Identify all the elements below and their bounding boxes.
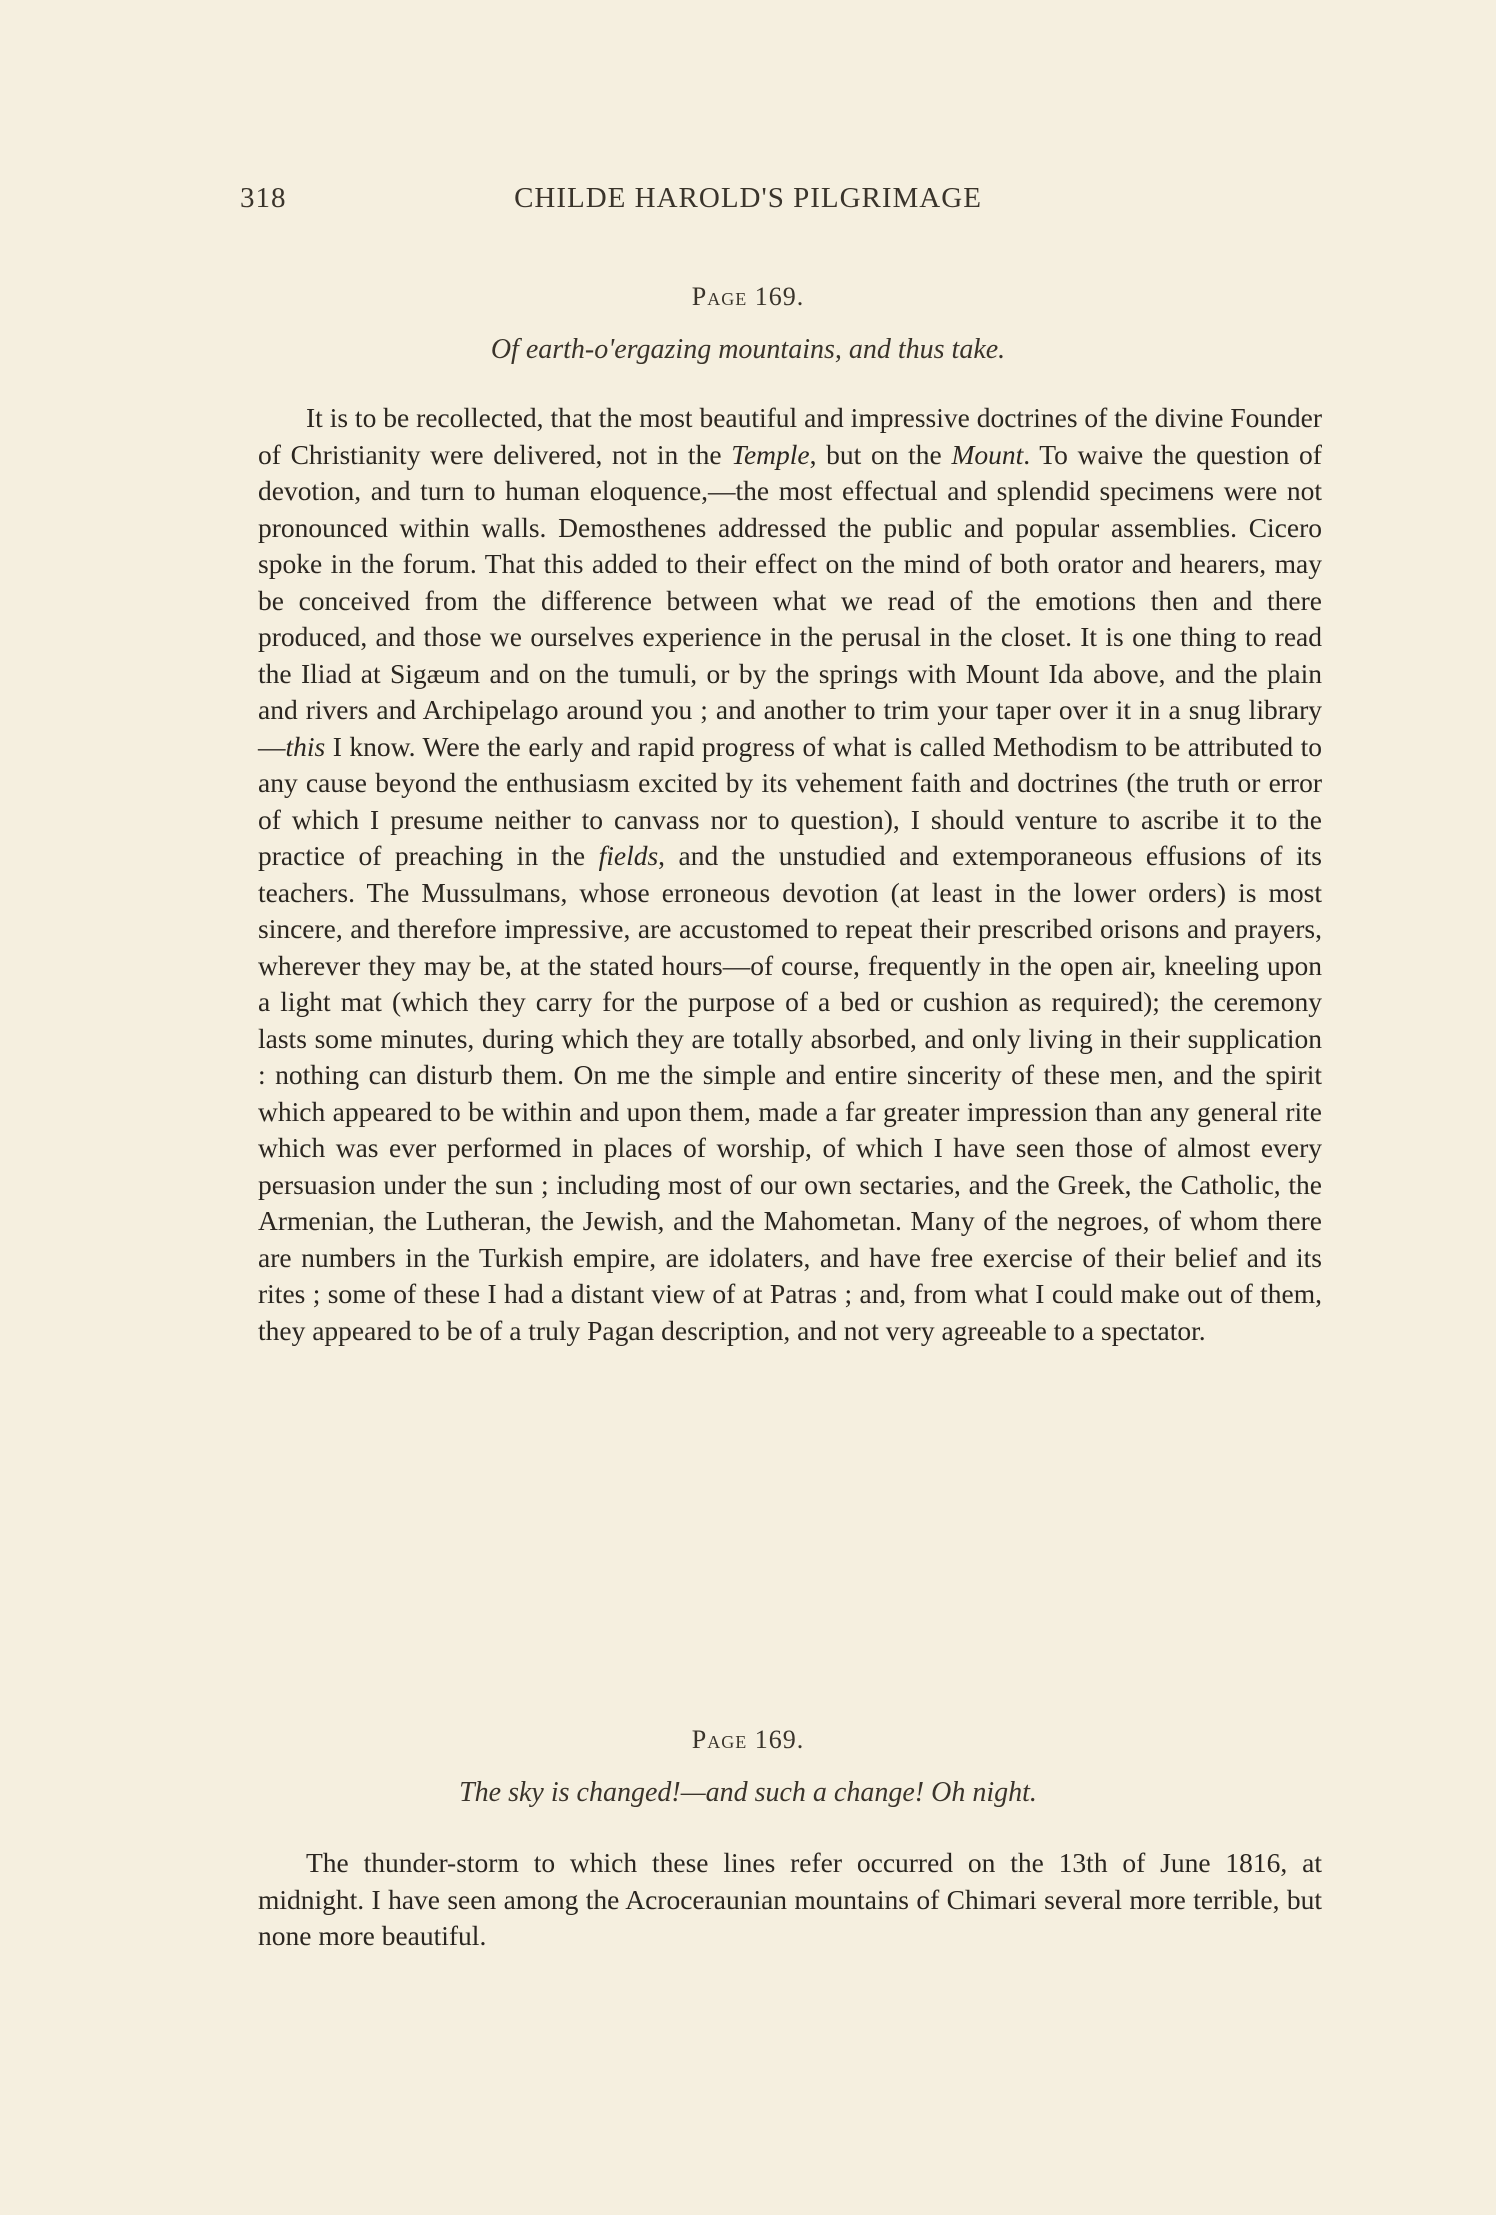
page-number: 318: [240, 182, 287, 214]
running-header: [0, 182, 1496, 222]
note-body: The thunder-storm to which these lines refer occurred on the 13th of June 1816, at midnight. I have seen among the Acroceraunian mountains of Chimari several more terrible, but none more beautiful.: [258, 1847, 1322, 1951]
note-quote: Of earth-o'ergazing mountains, and thus take.: [490, 334, 1006, 365]
note-heading: Page 169.: [691, 1725, 805, 1754]
running-title: CHILDE HAROLD'S PILGRIMAGE: [514, 182, 982, 214]
note-body: It is to be recollected, that the most beautiful and impressive doctrines of the divine Founder of Christianity were delivered, not in the Temple, but on the Mount. To waive the question of devotion, and turn to human eloquence,—the most effectual and splendid specimens were not pronounced within walls. Demosthenes addressed the public and popular assemblies. Cicero spoke in the forum. That this added to their effect on the mind of both orator and hearers, may be conceived from the difference between what we read of the emotions then and there produced, and those we ourselves experience in the perusal in the closet. It is one thing to read the Iliad at Sigæum and on the tumuli, or by the springs with Mount Ida above, and the plain and rivers and Archipelago around you ; and another to trim your taper over it in a snug library—this I know. Were the early and rapid progress of what is called Methodism to be attributed to any cause beyond the enthusiasm excited by its vehement faith and doctrines (the truth or error of which I presume neither to canvass nor to question), I should venture to ascribe it to the practice of preaching in the fields, and the unstudied and extemporaneous effusions of its teachers. The Mussulmans, whose erroneous devotion (at least in the lower orders) is most sincere, and therefore impressive, are accustomed to repeat their prescribed orisons and prayers, wherever they may be, at the stated hours—of course, frequently in the open air, kneeling upon a light mat (which they carry for the purpose of a bed or cushion as required); the ceremony lasts some minutes, during which they are totally absorbed, and only living in their supplication : nothing can disturb them. On me the simple and entire sincerity of these men, and the spirit which appeared to be within and upon them, made a far greater impression than any general rite which was ever performed in places of worship, of which I have seen those of almost every persuasion under the sun ; including most of our own sectaries, and the Greek, the Catholic, the Armenian, the Lutheran, the Jewish, and the Mahometan. Many of the negroes, of whom there are numbers in the Turkish empire, are idolaters, and have free exercise of their belief and its rites ; some of these I had a distant view of at Patras ; and, from what I could make out of them, they appeared to be of a truly Pagan description, and not very agreeable to a spectator.: [258, 402, 1323, 1346]
note-quote: The sky is changed!—and such a change! Oh night.: [459, 1777, 1037, 1808]
note-heading: Page 169.: [691, 282, 805, 311]
